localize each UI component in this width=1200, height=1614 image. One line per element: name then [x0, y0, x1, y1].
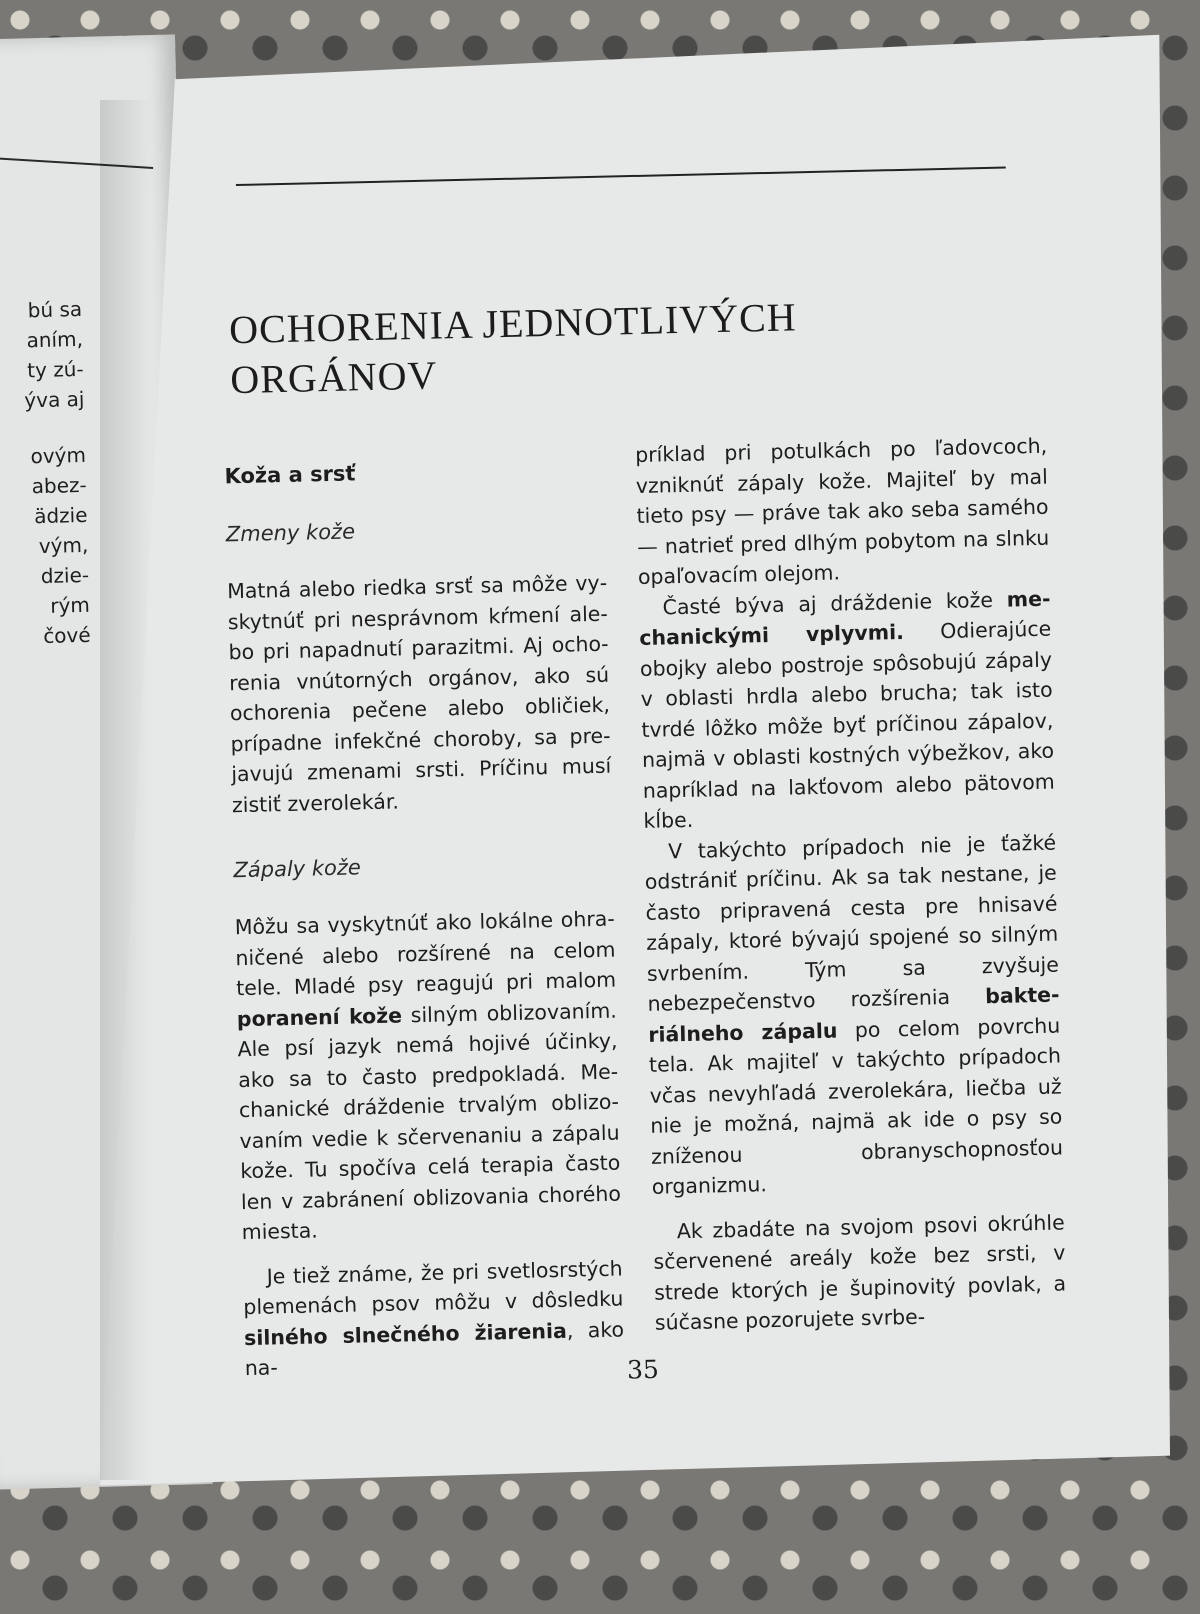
chapter-title-line: ORGÁNOV [229, 352, 438, 403]
paragraph-text: Odierajúce obojky alebo postroje spôsobujú zápaly v oblasti hrdla alebo brucha; tak isto tvrdé lôžko môže byť príčinou zápalov, najmä v oblasti kostných výbežkov, ako napríklad na lakťovom alebo pätovom kĺbe. [639, 616, 1055, 833]
left-column [224, 456, 625, 1384]
paragraph-text: po celom povrchu tela. Ak majiteľ v takýchto prípadoch včas nevyhľadá zverolekára, liečba už nie je možná, najmä ak ide o psy so zníženou obranyschopnosťou organizmu. [648, 1013, 1064, 1199]
header-rule [236, 167, 1006, 186]
paragraph-text: Môžu sa vyskytnúť ako lokálne ohraničené alebo rozšírené na celom tele. Mladé psy reagujú pri malom [234, 906, 617, 1001]
paragraph-text: silným oblizovaním. Ale psí jazyk nemá hojivé účinky, ako sa to často predpokladá. Mechanické dráždenie trvalým oblizovaním vedie k sčervenaniu a zápalu kože. Tu spočíva celá terapia často len v zabránení oblizovania chorého miesta. [237, 998, 622, 1245]
paragraph [242, 1253, 625, 1384]
page-number: 35 [626, 1354, 660, 1385]
paragraph-text: V takýchto prípadoch nie je ťažké odstrániť príčinu. Ak sa tak nestane, je často pripravená cesta pre hnisavé zápaly, ktoré bývajú spojené so silným svrbením. Tým sa zvyšuje nebezpečenstvo rozšírenia [644, 830, 1060, 1016]
subheading-zapaly-koze: Zápaly kože [233, 855, 362, 883]
bold-term: poranení kože [236, 1002, 403, 1031]
paragraph-text: Časté býva aj dráždenie kože [662, 587, 1008, 619]
paragraph [638, 583, 1055, 836]
bold-term: bakteriálneho zápalu [648, 982, 1060, 1047]
paragraph: Ak zbadáte na svojom psovi okrúhle sčervenené areály kože bez srsti, v strede ktorých je šupinovitý povlak, a súčasne pozorujete svrbe- [653, 1209, 1067, 1335]
left-page-fragment: bú sa [27, 296, 83, 323]
left-page-fragment: ýva aj [24, 386, 85, 413]
right-column [635, 431, 1067, 1339]
paragraph-text: , ako na- [244, 1317, 625, 1381]
bold-term: mechanickými vplyvmi. [639, 586, 1051, 650]
left-page-fragment: dzie- [40, 562, 90, 589]
left-page-fragment: čové [42, 622, 91, 649]
left-page-fragment: aním, [26, 326, 84, 353]
paragraph: príklad pri potulkách po ľadovcoch, vzniknúť zápaly kože. Majiteľ by mal tieto psy — práve tak ako seba samého — natrieť pred dlhým pobytom na slnku opaľovacím olejom. [634, 433, 1050, 589]
paragraph [234, 904, 622, 1248]
left-page-fragment: ty zú- [26, 356, 84, 383]
bold-term: silného slnečného žiarenia [243, 1318, 568, 1350]
paragraph-text: Je tiež známe, že pri svetlosrstých plemenách psov môžu v dôsledku [243, 1256, 624, 1320]
section-heading: Koža a srsť [224, 461, 356, 489]
chapter-title-line: OCHORENIA JEDNOTLIVÝCH [228, 294, 798, 353]
paragraph: Matná alebo riedka srsť sa môže vyskytnúť pri nesprávnom kŕmení alebo pri napadnutí parazitmi. Aj ochorenia vnútorných orgánov, ako sú ochorenia pečene alebo obličiek, prípadne infekčné choroby, sa prejavujú zmenami srsti. Príčinu musí zistiť zverolekár. [226, 570, 612, 817]
left-page-fragment: ovým [30, 442, 87, 469]
subheading-zmeny-koze: Zmeny kože [225, 519, 356, 547]
paragraph [644, 827, 1064, 1202]
left-page-fragment: abez- [31, 472, 88, 499]
chapter-title [229, 291, 851, 405]
left-page-fragment: vým, [38, 532, 89, 559]
left-page-fragment: ädzie [33, 502, 88, 529]
left-page-fragment: rým [49, 592, 91, 618]
